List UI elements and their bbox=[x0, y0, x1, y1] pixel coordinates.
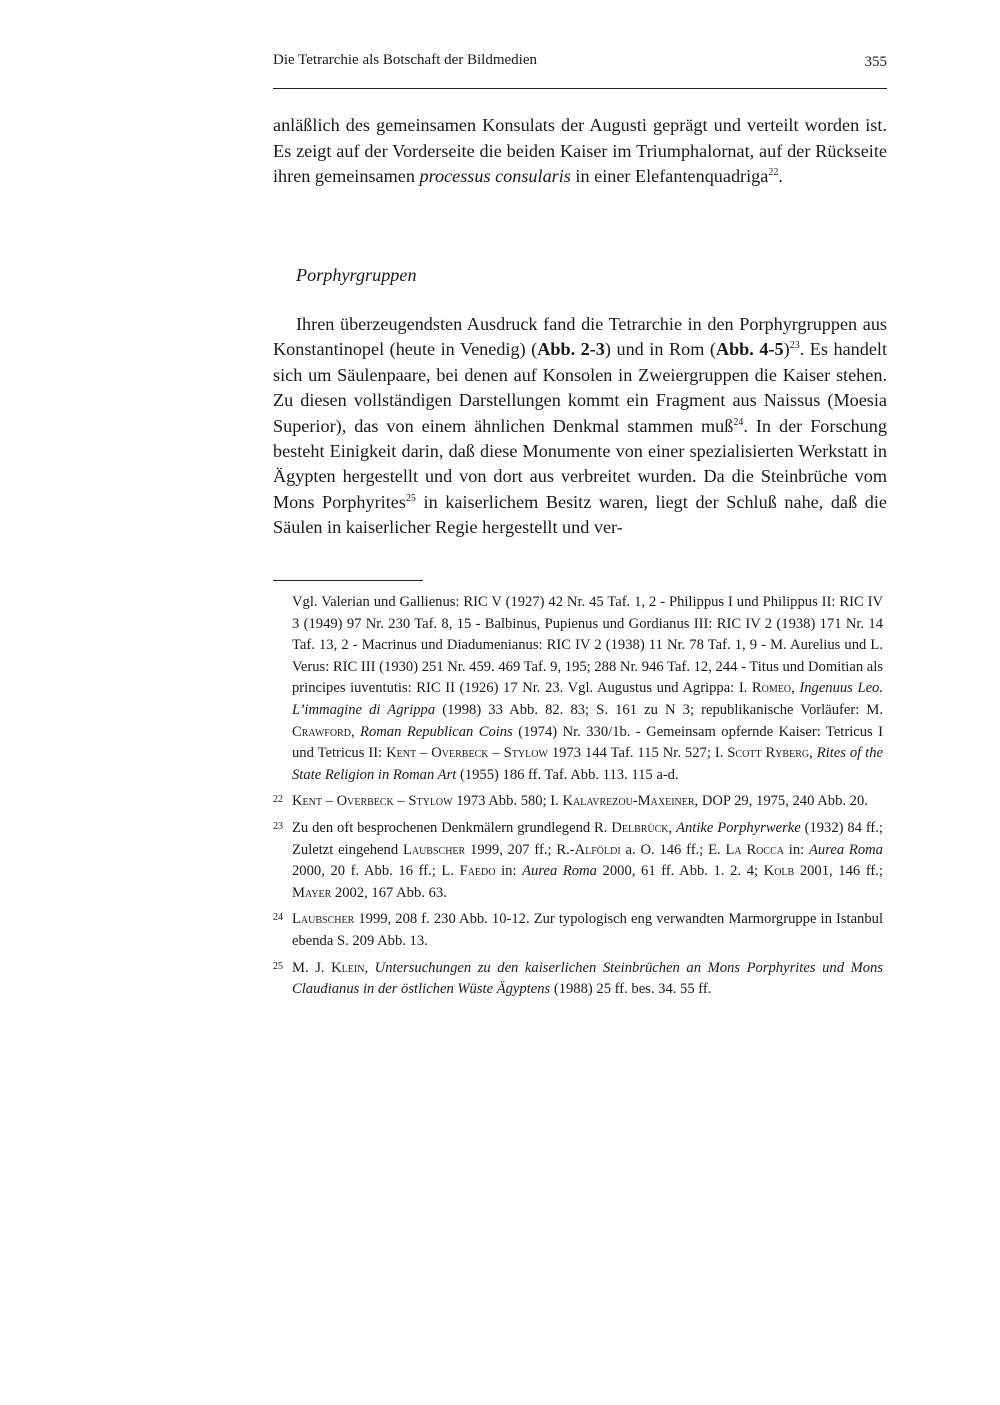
text: 1999, 207 ff.; R.- bbox=[465, 841, 575, 858]
text: 2001, 146 ff.; bbox=[794, 863, 883, 880]
running-title: Die Tetrarchie als Botschaft der Bildmedien bbox=[273, 52, 538, 68]
figure-ref: Abb. 2-3 bbox=[537, 339, 605, 360]
text: , DOP 29, 1975, 240 Abb. 20. bbox=[694, 793, 868, 810]
author: Klein bbox=[331, 959, 365, 976]
footnote-number: 24 bbox=[273, 912, 283, 924]
footnote-24 bbox=[273, 909, 883, 952]
text: . Es handelt sich um Säulenpaare, bei denen auf Konsolen in Zweiergruppen die Kaiser stehen. Zu diesen vollständigen Darstellungen kommt ein Fragment aus Naissus (Moesia Superior), das von einem ähnlichen Denkmal stammen muß bbox=[273, 339, 888, 436]
text: , bbox=[668, 819, 677, 836]
text: . bbox=[778, 166, 783, 187]
text: M. J. bbox=[292, 959, 332, 976]
text: (1998) 33 Abb. 82. 83; S. 161 zu N 3; republikanische Vorläufer: M. bbox=[435, 701, 883, 718]
author: Delbrück bbox=[611, 819, 669, 836]
text: , bbox=[364, 959, 375, 976]
footnote-divider bbox=[273, 580, 423, 581]
author: Mayer bbox=[292, 884, 332, 901]
author: Laubscher bbox=[402, 841, 466, 858]
section-heading: Porphyrgruppen bbox=[296, 265, 417, 285]
text: in: bbox=[495, 863, 523, 880]
text: anläßlich des gemeinsamen Konsulats der Augusti geprägt und verteilt worden ist. Es zeigt auf der Vorderseite die beiden Kaiser im Triumphalornat, auf der Rückseite ihren gemeinsamen bbox=[273, 115, 887, 187]
text: 1999, 208 f. 230 Abb. 10-12. Zur typologisch eng verwandten Marmorgruppe in Istanbul ebenda S. 209 Abb. 13. bbox=[292, 911, 883, 949]
work-title: Roman Republican Coins bbox=[360, 723, 513, 740]
paragraph-porphyrgruppen bbox=[273, 312, 887, 541]
author: Romeo bbox=[751, 680, 792, 697]
text: in einer Elefantenquadriga bbox=[570, 166, 769, 187]
text: 2002, 167 Abb. 63. bbox=[331, 884, 447, 901]
author: Kent – Overbeck – Stylow bbox=[292, 793, 453, 810]
text: 2000, 20 f. Abb. 16 ff.; L. bbox=[292, 863, 460, 880]
footnote-ref: 22 bbox=[768, 167, 779, 179]
text: in: bbox=[783, 841, 809, 858]
text: (1955) 186 ff. Taf. Abb. 113. 115 a-d. bbox=[456, 766, 679, 783]
author: Laubscher bbox=[292, 911, 355, 928]
footnotes bbox=[273, 592, 883, 1006]
footnote-number: 25 bbox=[273, 960, 283, 972]
text: (1988) 25 ff. bes. 34. 55 ff. bbox=[550, 981, 712, 998]
text: a. O. 146 ff.; E. bbox=[620, 841, 726, 858]
footnote-25 bbox=[273, 958, 883, 1001]
footnote-22 bbox=[273, 791, 883, 813]
author: Scott Ryberg bbox=[727, 745, 810, 762]
text: ) bbox=[783, 339, 790, 360]
italic-term: processus consularis bbox=[419, 166, 571, 187]
author: Crawford bbox=[292, 723, 351, 740]
author: Alföldi bbox=[574, 841, 621, 858]
text: 1973 144 Taf. 115 Nr. 527; I. bbox=[547, 745, 728, 762]
author: Kalavrezou-Maxeiner bbox=[562, 793, 695, 810]
footnote-ref: 24 bbox=[733, 416, 744, 428]
author: La Rocca bbox=[725, 841, 784, 858]
text: , bbox=[809, 745, 817, 762]
footnote-number: 23 bbox=[273, 820, 283, 832]
text: , bbox=[791, 680, 800, 697]
author: Kent – Overbeck – Stylow bbox=[386, 745, 548, 762]
text: 1973 Abb. 580; I. bbox=[452, 793, 563, 810]
text: , bbox=[350, 723, 361, 740]
text: (1974) Nr. 330/1b. - Gemeinsam opfernde Kaiser: Tetricus I und Tetricus II: bbox=[292, 723, 884, 762]
paragraph-continuation bbox=[273, 113, 887, 190]
footnote-ref: 23 bbox=[789, 340, 800, 352]
footnote-ref: 25 bbox=[405, 492, 416, 504]
text: ) und in Rom ( bbox=[604, 339, 716, 360]
text: Ihren überzeugendsten Ausdruck fand die Tetrarchie in den Porphyrgruppen aus Konstantinopel (heute in Venedig) ( bbox=[273, 314, 887, 360]
text: Vgl. Valerian und Gallienus: RIC V (1927) 42 Nr. 45 Taf. 1, 2 - Philippus I und Philippus II: RIC IV 3 (1949) 97 Nr. 230 Taf. 8, 15 - Balbinus, Pupienus und Gordianus III: RIC IV 2 (1938) 171 Nr. 14 Taf. 13, 2 - Macrinus und Diadumenianus: RIC IV 2 (1938) 11 Nr. 78 Taf. 1, 9 - M. Aurelius und L. Verus: RIC III (1930) 251 Nr. 459. 469 Taf. 9, 195; 288 Nr. 946 Taf. 12, 244 - Titus und Domitian als principes iuventutis: RIC II (1926) 17 Nr. 23. Vgl. Augustus und Agrippa: I. bbox=[292, 594, 883, 697]
text: Zu den oft besprochenen Denkmälern grundlegend R. bbox=[292, 819, 612, 836]
footnote-23 bbox=[273, 818, 883, 904]
footnote-number: 22 bbox=[273, 794, 283, 806]
work-title: Rites of the State Religion in Roman Art bbox=[292, 745, 883, 783]
figure-ref: Abb. 4-5 bbox=[715, 339, 784, 360]
footnote-21 bbox=[273, 592, 883, 786]
author: Kolb bbox=[763, 863, 795, 880]
text: . In der Forschung besteht Einigkeit darin, daß diese Monumente von einer spezialisierten Werkstatt in Ägypten hergestellt und von dort aus verbreitet wurden. Da die Steinbrüche vom Mons Porphyrites bbox=[273, 415, 887, 512]
text: in kaiserlichem Besitz waren, liegt der Schluß nahe, daß die Säulen in kaiserlicher Regie hergestellt und ver- bbox=[273, 491, 888, 538]
page-number: 355 bbox=[864, 54, 887, 70]
work-title: Aurea Roma bbox=[522, 863, 597, 880]
running-header bbox=[273, 52, 887, 89]
work-title: Aurea Roma bbox=[809, 841, 883, 858]
work-title: Antike Porphyrwerke bbox=[676, 819, 801, 836]
work-title: Untersuchungen zu den kaiserlichen Steinbrüchen an Mons Porphyrites und Mons Claudianus in der östlichen Wüste Ägyptens bbox=[292, 959, 884, 998]
work-title: Ingenuus Leo. L’immagine di Agrippa bbox=[292, 680, 883, 718]
text: 2000, 61 ff. Abb. 1. 2. 4; bbox=[596, 863, 764, 880]
author: Faedo bbox=[459, 863, 496, 880]
text: (1932) 84 ff.; Zuletzt eingehend bbox=[292, 819, 883, 858]
